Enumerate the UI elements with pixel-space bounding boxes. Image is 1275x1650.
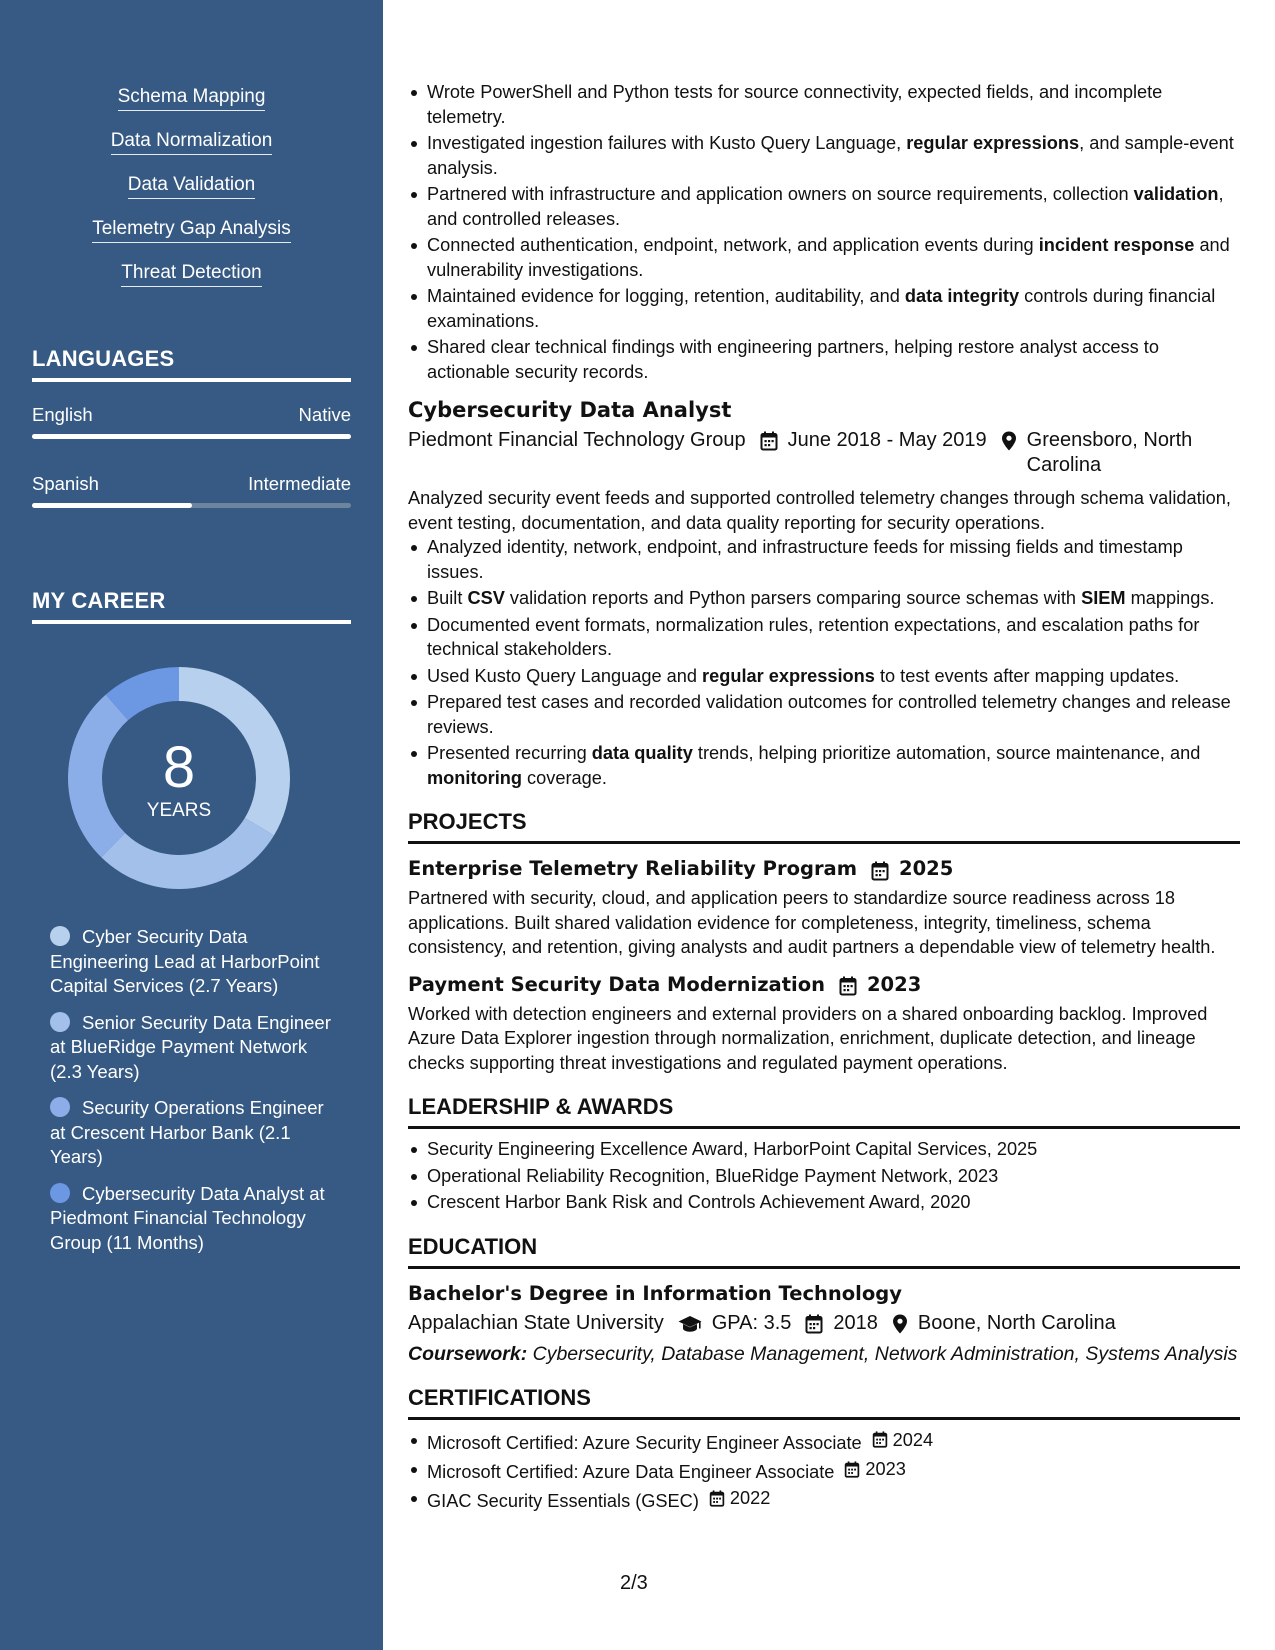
graduation-year [805, 1311, 878, 1336]
career-legend [50, 925, 335, 1267]
previous-job-bullets [408, 80, 1240, 384]
project-year-text: 2023 [866, 972, 922, 996]
language-proficiency-bar [32, 434, 351, 439]
certification-name: Microsoft Certified: Azure Data Engineer Associate [427, 1461, 835, 1482]
career-heading: MY CAREER [32, 588, 351, 624]
school-location-text: Boone, North Carolina [917, 1311, 1116, 1334]
award-item: Security Engineering Excellence Award, HarborPoint Capital Services, 2025 [408, 1137, 1240, 1162]
sidebar [0, 0, 383, 1650]
career-total-unit: YEARS [146, 800, 212, 821]
job-location-text: Greensboro, North Carolina [1026, 429, 1193, 476]
project-name: Payment Security Data Modernization [408, 972, 825, 996]
calendar-icon [805, 1314, 823, 1334]
career-legend-item [50, 1096, 335, 1170]
company-name: Piedmont Financial Technology Group [408, 429, 746, 451]
language-proficiency-fill [32, 503, 192, 508]
legend-dot-icon [50, 926, 70, 946]
project-name: Enterprise Telemetry Reliability Program [408, 857, 858, 880]
certification-year: 2023 [865, 1458, 906, 1479]
job-dates-text: June 2018 - May 2019 [787, 429, 987, 451]
career-legend-item [50, 925, 335, 999]
coursework-label: Coursework: [408, 1342, 528, 1365]
bullet-item: Maintained evidence for logging, retention, auditability, and data integrity controls during financial examinations. [408, 284, 1240, 333]
language-level: Native [298, 404, 351, 425]
job-bullets [408, 535, 1240, 790]
calendar-icon [760, 431, 778, 451]
bullet-item: Analyzed identity, network, endpoint, and infrastructure feeds for missing fields and timestamp issues. [408, 535, 1240, 584]
leadership-heading: LEADERSHIP & AWARDS [408, 1094, 1240, 1129]
certification-year: 2022 [729, 1488, 771, 1508]
job-location [1001, 428, 1211, 478]
career-donut-slice [101, 818, 274, 889]
map-pin-icon [1001, 431, 1017, 451]
leadership-list [408, 1137, 1240, 1215]
job-dates [760, 428, 987, 478]
projects-heading: PROJECTS [408, 809, 1240, 844]
calendar-icon [709, 1490, 725, 1507]
project-title [408, 856, 1240, 882]
certification-name: Microsoft Certified: Azure Security Engineer Associate [427, 1432, 862, 1453]
school-name-text: Appalachian State University [408, 1311, 664, 1334]
page-number: 2/3 [620, 1572, 648, 1594]
certification-year: 2024 [892, 1429, 934, 1450]
job-company [408, 428, 746, 478]
award-item: Operational Reliability Recognition, BlueRidge Payment Network, 2023 [408, 1164, 1240, 1189]
languages-heading: LANGUAGES [32, 346, 351, 382]
gpa [678, 1311, 792, 1336]
career-legend-text: Security Operations Engineer at Crescent Harbor Bank (2.1 Years) [50, 1097, 324, 1167]
calendar-icon [844, 1461, 860, 1478]
certification-item [408, 1428, 1240, 1455]
skills-list [0, 86, 383, 306]
certification-name: GIAC Security Essentials (GSEC) [427, 1490, 699, 1511]
certification-item [408, 1486, 1240, 1513]
main-content [408, 80, 1240, 1515]
calendar-icon [871, 861, 889, 881]
project-title [408, 972, 1240, 998]
legend-dot-icon [50, 1012, 70, 1032]
bullet-item: Prepared test cases and recorded validation outcomes for controlled telemetry changes and release reviews. [408, 690, 1240, 739]
bullet-item: Built CSV validation reports and Python parsers comparing source schemas with SIEM mappings. [408, 586, 1240, 611]
gpa-text: GPA: 3.5 [711, 1311, 792, 1334]
job-title: Cybersecurity Data Analyst [408, 398, 732, 422]
career-legend-text: Cyber Security Data Engineering Lead at HarborPoint Capital Services (2.7 Years) [50, 926, 320, 996]
project-year [839, 972, 921, 998]
skill-item: Telemetry Gap Analysis [92, 218, 291, 243]
coursework [408, 1342, 1240, 1366]
project-description: Worked with detection engineers and external providers on a shared onboarding backlog. Improved Azure Data Explorer ingestion through normalization, enrichment, duplicate detection, and lineage checks supporting threat investigations and regulated payment operations. [408, 1003, 1208, 1073]
bullet-item: Wrote PowerShell and Python tests for source connectivity, expected fields, and incomplete telemetry. [408, 80, 1240, 129]
bullet-item: Connected authentication, endpoint, network, and application events during incident response and vulnerability investigations. [408, 233, 1240, 282]
language-proficiency-bar [32, 503, 351, 508]
career-legend-text: Senior Security Data Engineer at BlueRidge Payment Network (2.3 Years) [50, 1011, 331, 1082]
certifications-heading: CERTIFICATIONS [408, 1385, 1240, 1420]
degree-title: Bachelor's Degree in Information Technology [408, 1281, 902, 1305]
career-legend-text: Cybersecurity Data Analyst at Piedmont Financial Technology Group (11 Months) [50, 1182, 325, 1253]
skill-item: Threat Detection [121, 262, 261, 287]
coursework-text: Cybersecurity, Database Management, Network Administration, Systems Analysis [527, 1342, 1238, 1365]
education-meta [408, 1311, 1240, 1336]
calendar-icon [872, 1431, 888, 1448]
map-pin-icon [892, 1314, 908, 1334]
graduation-cap-icon [678, 1314, 702, 1334]
project-year-text: 2025 [899, 857, 954, 880]
career-legend-item [50, 1011, 335, 1085]
bullet-item: Shared clear technical findings with engineering partners, helping restore analyst access to actionable security records. [408, 335, 1240, 384]
school-name [408, 1311, 664, 1336]
projects-list [408, 856, 1240, 1075]
award-item: Crescent Harbor Bank Risk and Controls Achievement Award, 2020 [408, 1190, 1240, 1215]
calendar-icon [839, 976, 857, 996]
language-level: Intermediate [248, 473, 351, 494]
bullet-item: Investigated ingestion failures with Kusto Query Language, regular expressions, and sample-event analysis. [408, 131, 1240, 180]
legend-dot-icon [50, 1097, 70, 1117]
education-heading: EDUCATION [408, 1234, 1240, 1269]
bullet-item: Documented event formats, normalization rules, retention expectations, and escalation paths for technical stakeholders. [408, 613, 1240, 662]
certification-item [408, 1457, 1240, 1484]
career-total-number: 8 [162, 735, 196, 800]
language-proficiency-fill [32, 434, 351, 439]
legend-dot-icon [50, 1183, 70, 1203]
certifications-list [408, 1428, 1240, 1514]
language-name: English [32, 404, 93, 425]
project-year [871, 856, 953, 882]
graduation-year-text: 2018 [833, 1311, 878, 1334]
career-legend-item [50, 1182, 335, 1256]
skill-item: Data Validation [128, 174, 255, 199]
school-location [892, 1311, 1116, 1336]
project-description: Partnered with security, cloud, and application peers to standardize source readiness across 18 applications. Built shared validation evidence for completeness, integrity, timeliness, schema consistency, and retention, giving analysts and audit partners a dependable view of telemetry health. [408, 888, 1216, 957]
language-name: Spanish [32, 473, 99, 494]
bullet-item: Presented recurring data quality trends, helping prioritize automation, source maintenance, and monitoring coverage. [408, 741, 1240, 790]
bullet-item: Partnered with infrastructure and application owners on source requirements, collection validation, and controlled releases. [408, 182, 1240, 231]
skill-item: Data Normalization [111, 130, 273, 155]
bullet-item: Used Kusto Query Language and regular expressions to test events after mapping updates. [408, 664, 1240, 689]
job-summary: Analyzed security event feeds and supported controlled telemetry changes through schema validation, event testing, documentation, and data quality reporting for security operations. [408, 488, 1231, 533]
skill-item: Schema Mapping [118, 86, 266, 111]
job-meta [408, 428, 1240, 478]
